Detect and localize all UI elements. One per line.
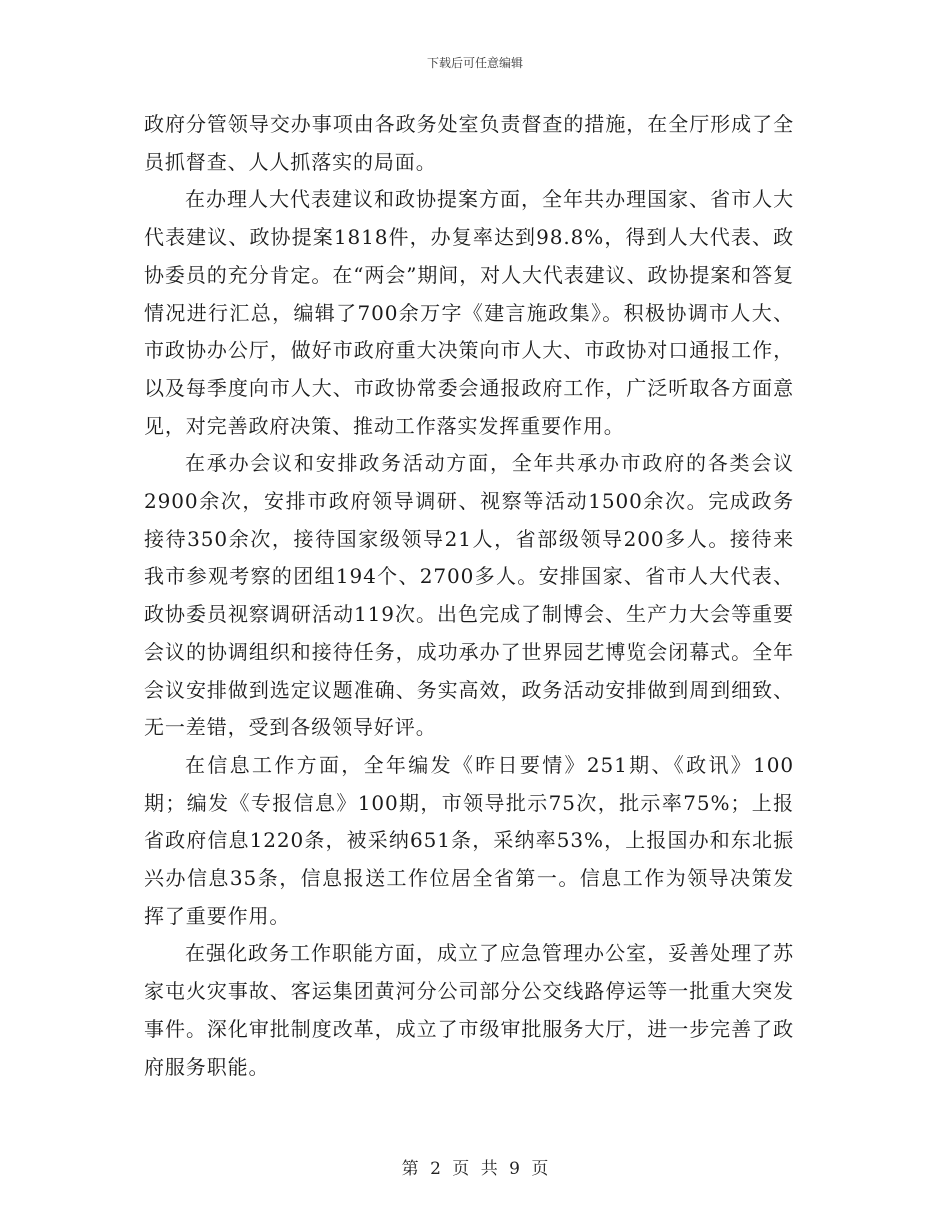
- page-number-footer: 第 2 页 共 9 页: [401, 1159, 549, 1179]
- paragraph-information: 在信息工作方面，全年编发《昨日要情》251期、《政讯》100期；编发《专报信息》100期，市领导批示75次，批示率75%；上报省政府信息1220条，被采纳651条，采纳率53%，上报国办和东北振兴办信息35条，信息报送工作位居全省第一。信息工作为领导决策发挥了重要作用。: [144, 752, 794, 928]
- paragraph-proposals: 在办理人大代表建议和政协提案方面，全年共办理国家、省市人大代表建议、政协提案1818件，办复率达到98.8%，得到人大代表、政协委员的充分肯定。在“两会”期间，对人大代表建议、政协提案和答复情况进行汇总，编辑了700余万字《建言施政集》。积极协调市人大、市政协办公厅，做好市政府重大决策向市人大、市政协对口通报工作，以及每季度向市人大、市政协常委会通报政府工作，广泛听取各方面意见，对完善政府决策、推动工作落实发挥重要作用。: [144, 187, 794, 438]
- paragraph-meetings: 在承办会议和安排政务活动方面，全年共承办市政府的各类会议2900余次，安排市政府领导调研、视察等活动1500余次。完成政务接待350余次，接待国家级领导21人，省部级领导200多人。接待来我市参观考察的团组194个、2700多人。安排国家、省市人大代表、政协委员视察调研活动119次。出色完成了制博会、生产力大会等重要会议的协调组织和接待任务，成功承办了世界园艺博览会闭幕式。全年会议安排做到选定议题准确、务实高效，政务活动安排做到周到细致、无一差错，受到各级领导好评。: [144, 451, 794, 740]
- page-header-note: 下载后可任意编辑: [426, 56, 523, 70]
- paragraph-continuation: 政府分管领导交办事项由各政务处室负责督查的措施，在全厅形成了全员抓督查、人人抓落实的局面。: [144, 112, 794, 174]
- document-body: [144, 106, 794, 1086]
- paragraph-functions: 在强化政务工作职能方面，成立了应急管理办公室，妥善处理了苏家屯火灾事故、客运集团黄河分公司部分公交线路停运等一批重大突发事件。深化审批制度改革，成立了市级审批服务大厅，进一步完善了政府服务职能。: [144, 941, 794, 1079]
